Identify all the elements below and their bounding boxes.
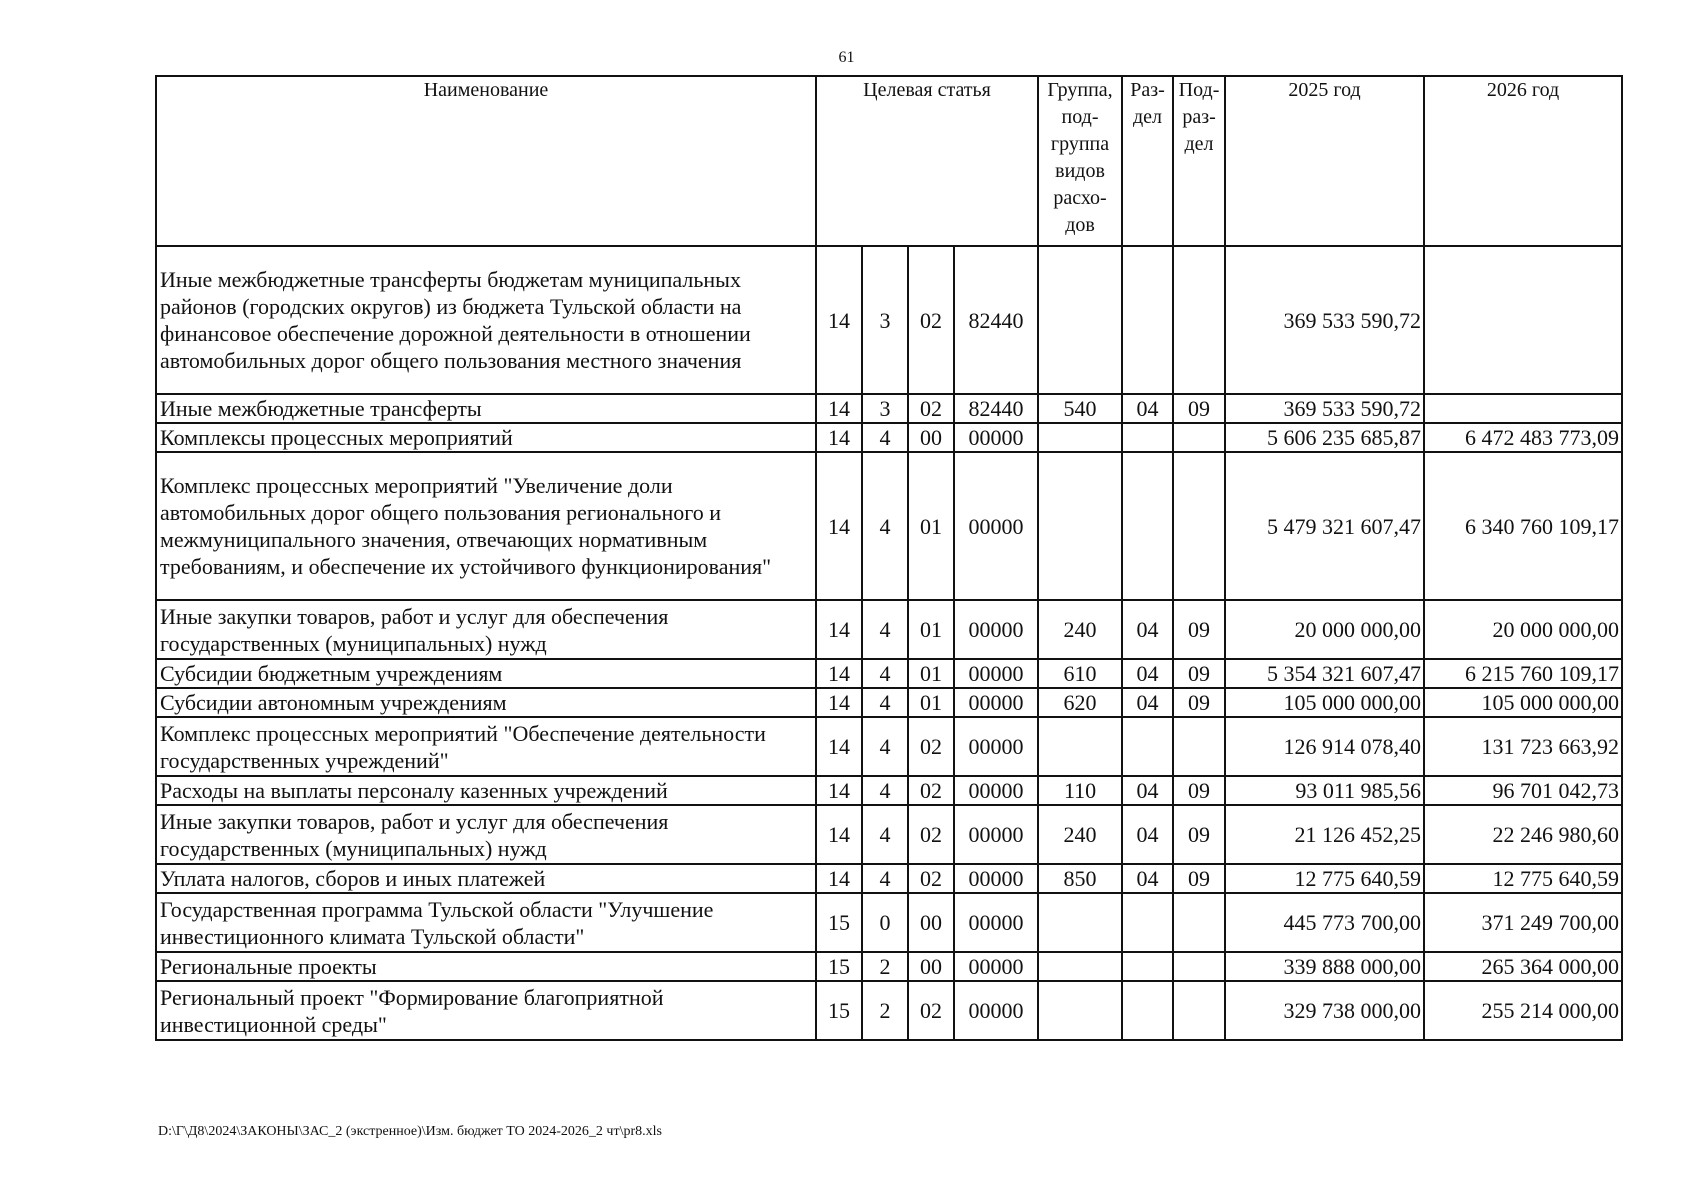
section	[1122, 893, 1173, 952]
expense-group: 620	[1038, 688, 1122, 717]
expense-group	[1038, 893, 1122, 952]
row-name: Субсидии автономным учреждениям	[156, 688, 816, 717]
amount-2026: 6 215 760 109,17	[1424, 659, 1622, 688]
target-article-direction: 00000	[954, 952, 1038, 981]
target-article-type: 3	[862, 246, 908, 394]
target-article-type: 4	[862, 452, 908, 600]
subsection	[1173, 246, 1225, 394]
subsection: 09	[1173, 394, 1225, 423]
target-article-direction: 00000	[954, 423, 1038, 452]
amount-2025: 105 000 000,00	[1225, 688, 1424, 717]
target-article-subprogram: 01	[908, 659, 954, 688]
table-row	[156, 864, 1622, 893]
file-path: D:\Г\Д8\2024\ЗАКОНЫ\ЗАС_2 (экстренное)\Изм. бюджет ТО 2024-2026_2 чт\pr8.xls	[158, 1124, 662, 1139]
row-name: Комплекс процессных мероприятий "Обеспечение деятельности государственных учреждений"	[156, 717, 816, 776]
amount-2026	[1424, 394, 1622, 423]
subsection: 09	[1173, 805, 1225, 864]
expense-group: 540	[1038, 394, 1122, 423]
subsection	[1173, 981, 1225, 1040]
target-article-program: 14	[816, 688, 862, 717]
target-article-subprogram: 02	[908, 805, 954, 864]
table-header-row	[156, 76, 1622, 246]
table-row	[156, 805, 1622, 864]
row-name: Уплата налогов, сборов и иных платежей	[156, 864, 816, 893]
target-article-program: 14	[816, 452, 862, 600]
expense-group	[1038, 452, 1122, 600]
amount-2025: 5 606 235 685,87	[1225, 423, 1424, 452]
target-article-direction: 00000	[954, 776, 1038, 805]
header-target-article: Целевая статья	[816, 76, 1038, 246]
header-name: Наименование	[156, 76, 816, 246]
table-row	[156, 659, 1622, 688]
subsection: 09	[1173, 864, 1225, 893]
section: 04	[1122, 864, 1173, 893]
target-article-subprogram: 01	[908, 688, 954, 717]
target-article-type: 4	[862, 864, 908, 893]
target-article-subprogram: 00	[908, 952, 954, 981]
section: 04	[1122, 394, 1173, 423]
target-article-subprogram: 00	[908, 423, 954, 452]
amount-2026: 20 000 000,00	[1424, 600, 1622, 659]
row-name: Иные закупки товаров, работ и услуг для обеспечения государственных (муниципальных) нужд	[156, 600, 816, 659]
table-row	[156, 776, 1622, 805]
target-article-type: 4	[862, 688, 908, 717]
target-article-direction: 00000	[954, 805, 1038, 864]
amount-2025: 20 000 000,00	[1225, 600, 1424, 659]
amount-2026: 96 701 042,73	[1424, 776, 1622, 805]
amount-2025: 369 533 590,72	[1225, 246, 1424, 394]
amount-2026: 22 246 980,60	[1424, 805, 1622, 864]
target-article-subprogram: 01	[908, 452, 954, 600]
table-body	[156, 246, 1622, 1040]
expense-group: 240	[1038, 600, 1122, 659]
subsection: 09	[1173, 659, 1225, 688]
target-article-type: 4	[862, 717, 908, 776]
target-article-program: 14	[816, 864, 862, 893]
expense-group: 610	[1038, 659, 1122, 688]
header-expense-group: Группа, под-группа видов расхо-дов	[1038, 76, 1122, 246]
amount-2026: 105 000 000,00	[1424, 688, 1622, 717]
header-subsection: Под-раз-дел	[1173, 76, 1225, 246]
target-article-type: 4	[862, 423, 908, 452]
target-article-direction: 00000	[954, 893, 1038, 952]
amount-2025: 12 775 640,59	[1225, 864, 1424, 893]
target-article-subprogram: 02	[908, 246, 954, 394]
section: 04	[1122, 805, 1173, 864]
target-article-type: 4	[862, 659, 908, 688]
row-name: Иные межбюджетные трансферты бюджетам муниципальных районов (городских округов) из бюджета Тульской области на финансовое обеспечение дорожной деятельности в отношении автомобильных дорог общего пользования местного значения	[156, 246, 816, 394]
section: 04	[1122, 688, 1173, 717]
subsection: 09	[1173, 776, 1225, 805]
expense-group	[1038, 423, 1122, 452]
target-article-subprogram: 01	[908, 600, 954, 659]
target-article-type: 4	[862, 776, 908, 805]
expense-group	[1038, 981, 1122, 1040]
table-row	[156, 423, 1622, 452]
subsection	[1173, 893, 1225, 952]
section	[1122, 717, 1173, 776]
page-number: 61	[838, 49, 855, 66]
target-article-subprogram: 02	[908, 394, 954, 423]
amount-2025: 5 479 321 607,47	[1225, 452, 1424, 600]
target-article-type: 4	[862, 600, 908, 659]
row-name: Региональные проекты	[156, 952, 816, 981]
amount-2026: 265 364 000,00	[1424, 952, 1622, 981]
target-article-subprogram: 02	[908, 776, 954, 805]
table-row	[156, 952, 1622, 981]
row-name: Региональный проект "Формирование благоприятной инвестиционной среды"	[156, 981, 816, 1040]
section	[1122, 423, 1173, 452]
amount-2026: 131 723 663,92	[1424, 717, 1622, 776]
target-article-direction: 00000	[954, 659, 1038, 688]
target-article-direction: 00000	[954, 864, 1038, 893]
target-article-program: 15	[816, 952, 862, 981]
amount-2025: 339 888 000,00	[1225, 952, 1424, 981]
amount-2026: 255 214 000,00	[1424, 981, 1622, 1040]
expense-group: 110	[1038, 776, 1122, 805]
target-article-program: 14	[816, 659, 862, 688]
amount-2025: 93 011 985,56	[1225, 776, 1424, 805]
target-article-type: 2	[862, 952, 908, 981]
section	[1122, 452, 1173, 600]
row-name: Иные межбюджетные трансферты	[156, 394, 816, 423]
amount-2025: 126 914 078,40	[1225, 717, 1424, 776]
target-article-subprogram: 02	[908, 981, 954, 1040]
expense-group	[1038, 246, 1122, 394]
expense-group	[1038, 717, 1122, 776]
target-article-type: 3	[862, 394, 908, 423]
target-article-direction: 00000	[954, 688, 1038, 717]
amount-2026: 6 472 483 773,09	[1424, 423, 1622, 452]
subsection: 09	[1173, 600, 1225, 659]
target-article-program: 14	[816, 246, 862, 394]
section	[1122, 981, 1173, 1040]
amount-2025: 5 354 321 607,47	[1225, 659, 1424, 688]
budget-table	[155, 75, 1623, 1041]
amount-2025: 445 773 700,00	[1225, 893, 1424, 952]
target-article-program: 14	[816, 717, 862, 776]
table-row	[156, 452, 1622, 600]
amount-2026: 12 775 640,59	[1424, 864, 1622, 893]
table-row	[156, 600, 1622, 659]
target-article-subprogram: 02	[908, 864, 954, 893]
target-article-subprogram: 02	[908, 717, 954, 776]
section	[1122, 246, 1173, 394]
target-article-program: 14	[816, 600, 862, 659]
target-article-direction: 00000	[954, 981, 1038, 1040]
section: 04	[1122, 600, 1173, 659]
row-name: Расходы на выплаты персоналу казенных учреждений	[156, 776, 816, 805]
table-row	[156, 717, 1622, 776]
target-article-direction: 00000	[954, 600, 1038, 659]
subsection: 09	[1173, 688, 1225, 717]
expense-group: 240	[1038, 805, 1122, 864]
subsection	[1173, 423, 1225, 452]
target-article-program: 14	[816, 776, 862, 805]
row-name: Иные закупки товаров, работ и услуг для обеспечения государственных (муниципальных) нужд	[156, 805, 816, 864]
row-name: Государственная программа Тульской области "Улучшение инвестиционного климата Тульской области"	[156, 893, 816, 952]
section: 04	[1122, 776, 1173, 805]
subsection	[1173, 717, 1225, 776]
section	[1122, 952, 1173, 981]
table-row	[156, 394, 1622, 423]
target-article-program: 14	[816, 423, 862, 452]
target-article-direction: 00000	[954, 452, 1038, 600]
table-row	[156, 981, 1622, 1040]
subsection	[1173, 452, 1225, 600]
target-article-direction: 82440	[954, 246, 1038, 394]
table-row	[156, 688, 1622, 717]
header-year-2025: 2025 год	[1225, 76, 1424, 246]
header-year-2026: 2026 год	[1424, 76, 1622, 246]
subsection	[1173, 952, 1225, 981]
header-section: Раз-дел	[1122, 76, 1173, 246]
table-row	[156, 246, 1622, 394]
amount-2025: 21 126 452,25	[1225, 805, 1424, 864]
row-name: Комплексы процессных мероприятий	[156, 423, 816, 452]
expense-group: 850	[1038, 864, 1122, 893]
target-article-type: 0	[862, 893, 908, 952]
section: 04	[1122, 659, 1173, 688]
row-name: Субсидии бюджетным учреждениям	[156, 659, 816, 688]
target-article-subprogram: 00	[908, 893, 954, 952]
target-article-program: 14	[816, 805, 862, 864]
amount-2026: 371 249 700,00	[1424, 893, 1622, 952]
target-article-direction: 82440	[954, 394, 1038, 423]
amount-2026	[1424, 246, 1622, 394]
table-row	[156, 893, 1622, 952]
target-article-type: 4	[862, 805, 908, 864]
target-article-program: 15	[816, 893, 862, 952]
target-article-direction: 00000	[954, 717, 1038, 776]
target-article-type: 2	[862, 981, 908, 1040]
amount-2026: 6 340 760 109,17	[1424, 452, 1622, 600]
amount-2025: 369 533 590,72	[1225, 394, 1424, 423]
target-article-program: 15	[816, 981, 862, 1040]
expense-group	[1038, 952, 1122, 981]
row-name: Комплекс процессных мероприятий "Увеличение доли автомобильных дорог общего пользования регионального и межмуниципального значения, отвечающих нормативным требованиям, и обеспечение их устойчивого функционирования"	[156, 452, 816, 600]
amount-2025: 329 738 000,00	[1225, 981, 1424, 1040]
target-article-program: 14	[816, 394, 862, 423]
